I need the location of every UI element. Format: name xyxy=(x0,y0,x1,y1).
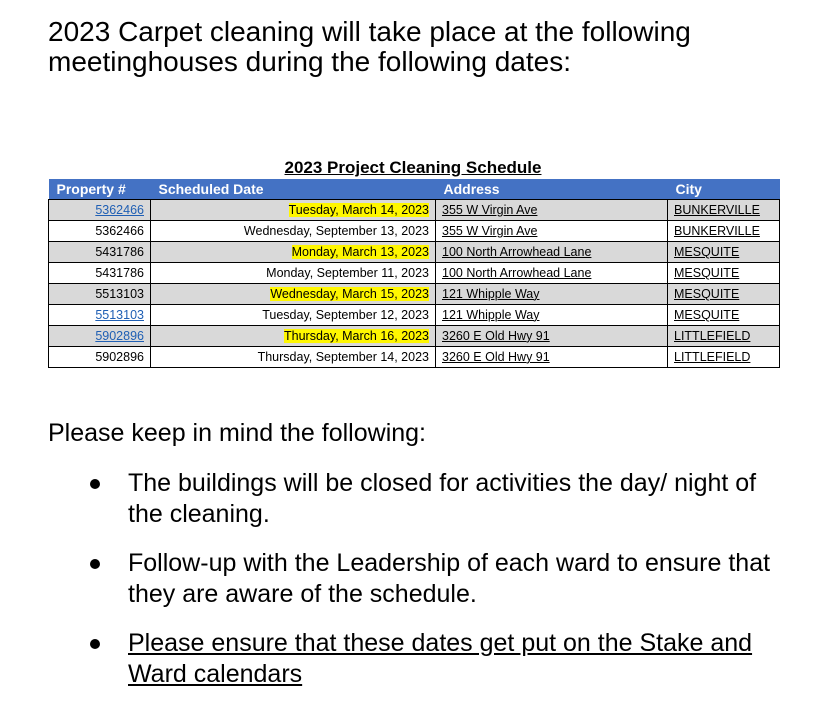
reminder-text: Follow-up with the Leadership of each ward to ensure that they are aware of the schedule. xyxy=(128,549,771,608)
column-header-property: Property # xyxy=(49,179,151,200)
city-cell: MESQUITE xyxy=(668,284,780,305)
table-row xyxy=(49,326,780,347)
scheduled-date-text: Thursday, March 16, 2023 xyxy=(284,329,429,343)
table-header-row xyxy=(49,179,780,200)
address-cell: 100 North Arrowhead Lane xyxy=(436,242,668,263)
scheduled-date-cell xyxy=(151,221,436,242)
scheduled-date-text: Monday, March 13, 2023 xyxy=(291,245,429,259)
address-cell: 121 Whipple Way xyxy=(436,284,668,305)
property-number-cell[interactable]: 5513103 xyxy=(49,305,151,326)
schedule-table xyxy=(48,179,780,368)
property-number-cell: 5513103 xyxy=(49,284,151,305)
address-cell: 121 Whipple Way xyxy=(436,305,668,326)
address-cell: 3260 E Old Hwy 91 xyxy=(436,326,668,347)
scheduled-date-text: Monday, September 11, 2023 xyxy=(266,266,429,280)
page-heading: 2023 Carpet cleaning will take place at the following meetinghouses during the following dates: xyxy=(48,16,691,77)
property-number-cell[interactable]: 5902896 xyxy=(49,326,151,347)
table-row xyxy=(49,242,780,263)
column-header-scheduled-date: Scheduled Date xyxy=(151,179,436,200)
property-number-cell: 5902896 xyxy=(49,347,151,368)
property-number-cell: 5362466 xyxy=(49,221,151,242)
city-cell: MESQUITE xyxy=(668,305,780,326)
reminder-text: Please ensure that these dates get put on the Stake and Ward calendars xyxy=(128,629,753,688)
city-cell: LITTLEFIELD xyxy=(668,326,780,347)
bullet-icon xyxy=(90,479,100,489)
property-number-cell[interactable]: 5362466 xyxy=(49,200,151,221)
property-number-cell: 5431786 xyxy=(49,263,151,284)
scheduled-date-cell xyxy=(151,263,436,284)
table-row xyxy=(49,263,780,284)
scheduled-date-text: Tuesday, September 12, 2023 xyxy=(262,308,429,322)
address-cell: 100 North Arrowhead Lane xyxy=(436,263,668,284)
table-row xyxy=(49,284,780,305)
scheduled-date-cell xyxy=(151,347,436,368)
city-cell: MESQUITE xyxy=(668,242,780,263)
column-header-address: Address xyxy=(436,179,668,200)
scheduled-date-text: Wednesday, March 15, 2023 xyxy=(270,287,429,301)
table-row xyxy=(49,305,780,326)
reminder-item xyxy=(84,548,794,610)
keep-in-mind-heading: Please keep in mind the following: xyxy=(48,419,427,447)
scheduled-date-text: Tuesday, March 14, 2023 xyxy=(288,203,429,217)
city-cell: MESQUITE xyxy=(668,263,780,284)
scheduled-date-text: Thursday, September 14, 2023 xyxy=(257,350,429,364)
city-cell: LITTLEFIELD xyxy=(668,347,780,368)
reminder-text: The buildings will be closed for activities the day/ night of the cleaning. xyxy=(128,469,757,528)
reminder-list xyxy=(84,468,794,708)
column-header-city: City xyxy=(668,179,780,200)
scheduled-date-cell xyxy=(151,242,436,263)
schedule-table-title: 2023 Project Cleaning Schedule xyxy=(284,158,542,177)
city-cell: BUNKERVILLE xyxy=(668,200,780,221)
property-number-cell: 5431786 xyxy=(49,242,151,263)
scheduled-date-cell xyxy=(151,326,436,347)
reminder-item xyxy=(84,628,794,690)
scheduled-date-text: Wednesday, September 13, 2023 xyxy=(243,224,429,238)
address-cell: 355 W Virgin Ave xyxy=(436,221,668,242)
table-row xyxy=(49,200,780,221)
table-row xyxy=(49,221,780,242)
scheduled-date-cell xyxy=(151,284,436,305)
table-row xyxy=(49,347,780,368)
scheduled-date-cell xyxy=(151,200,436,221)
bullet-icon xyxy=(90,559,100,569)
city-cell: BUNKERVILLE xyxy=(668,221,780,242)
scheduled-date-cell xyxy=(151,305,436,326)
reminder-item xyxy=(84,468,794,530)
bullet-icon xyxy=(90,639,100,649)
address-cell: 3260 E Old Hwy 91 xyxy=(436,347,668,368)
address-cell: 355 W Virgin Ave xyxy=(436,200,668,221)
